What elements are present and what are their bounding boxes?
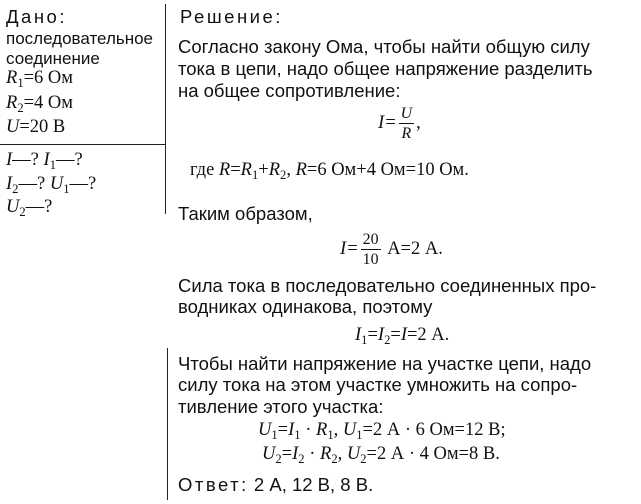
u2-r2: R [320,444,332,464]
formula-u2 [262,444,500,467]
eq-i2: I [377,325,385,345]
u-symbol: U [6,117,20,137]
solution-p2-line2: водниках одинакова, поэтому [178,296,433,317]
where-eq: = [230,160,241,180]
u1-dot: · [300,420,316,440]
find-u2-sub: 2 [19,205,26,220]
given-u [6,118,65,137]
given-title: Дано: [6,6,67,27]
solution-p3-line2: силу тока на этом участке умножить на сопро- [178,374,578,395]
u2-dot: · [304,444,320,464]
find-row-2 [6,174,97,197]
fraction-20: 20 [362,231,379,248]
u1-rhs: U [342,420,357,440]
solution-p1-line1: Согласно закону Ома, чтобы найти общую силу [178,36,590,57]
solution-p3-line3: тивление этого участка: [178,396,384,417]
find-u1-sub: 1 [63,182,70,197]
formula-ohm-law [378,106,421,142]
find-i-question: —? [12,150,39,170]
where-word: где [190,160,215,180]
formula-u1 [258,420,506,443]
fraction-denominator: R [401,124,412,142]
eq-result: =2 А. [406,325,450,345]
find-row-1 [6,150,83,173]
solution-p1-line3: на общее сопротивление: [178,80,401,101]
u1-comma: , [333,420,339,440]
eq-i1-sub: 1 [361,333,368,348]
fraction-u-over-r [399,106,415,142]
solution-p3-line1: Чтобы найти напряжение на участке цепи, надо [178,353,592,374]
u1-lhs: U [258,420,272,440]
u1-r1: R [316,420,328,440]
u1-i1: I [288,420,295,440]
answer-line [178,476,373,495]
formula-ohm-comma: , [416,113,421,134]
u1-i1-sub: 1 [294,428,301,443]
where-result: =6 Ом+4 Ом=10 Ом. [306,160,469,180]
find-i: I [6,150,13,170]
r1-symbol: R [6,68,18,88]
given-divider-horizontal [0,144,166,145]
solution-title: Решение: [180,6,283,27]
u2-rhs-sub: 2 [360,452,367,467]
find-u2-question: —? [25,197,53,217]
r2-subscript: 2 [17,101,24,116]
formula-current [340,232,443,268]
find-u1-question: —? [69,174,97,194]
answer-label: Ответ: [178,474,249,495]
u2-comma: , [337,444,343,464]
u1-lhs-sub: 1 [271,428,278,443]
r2-value: =4 Ом [23,93,73,113]
find-u2: U [6,197,20,217]
eq-i2-sub: 2 [384,333,391,348]
find-row-3 [6,197,53,220]
given-line-1: последовательное [6,29,154,48]
u1-eq: = [277,420,289,440]
u1-rhs-sub: 1 [356,428,363,443]
where-comma: , [286,160,291,180]
where-r-total: R [295,160,307,180]
u2-i2-sub: 2 [298,452,305,467]
find-i1-question: —? [55,150,83,170]
where-r2: R [268,160,281,180]
where-r: R [218,160,231,180]
u2-r2-sub: 2 [331,452,338,467]
given-line-2: соединение [6,49,100,68]
u2-rhs: U [346,444,361,464]
r2-symbol: R [6,93,18,113]
find-i1: I [43,150,50,170]
formula-total-resistance [190,160,469,183]
u2-lhs: U [262,444,276,464]
solution-lower-divider [167,348,168,500]
fraction-10: 10 [362,250,379,268]
find-i2-sub: 2 [12,182,19,197]
given-divider-vertical [165,4,166,214]
given-r2 [6,93,73,116]
answer-value: 2 А, 12 В, 8 В. [253,474,374,495]
solution-p1-line2: тока в цепи, надо общее напряжение разделить [178,58,593,79]
u-value: =20 В [19,117,66,137]
find-u1: U [49,174,64,194]
eq-i: I [400,325,407,345]
u2-eq: = [281,444,293,464]
u2-i2: I [292,444,299,464]
u2-result: =2 А · 4 Ом=8 В. [366,444,500,464]
u2-lhs-sub: 2 [275,452,282,467]
where-r1: R [240,160,252,180]
u1-result: =2 А · 6 Ом=12 В; [362,420,506,440]
fraction-numerator: U [400,105,413,122]
solution-thus: Таким образом, [178,203,313,224]
r1-value: =6 Ом [23,68,73,88]
formula-current-lhs: I= [340,239,359,260]
formula-ohm-lhs: I= [378,113,397,134]
formula-current-result: А=2 А. [382,239,443,260]
where-plus: + [258,160,269,180]
find-i1-sub: 1 [49,158,56,173]
eq-sign-1: = [367,325,378,345]
where-r1-sub: 1 [251,168,259,183]
find-i2: I [6,174,13,194]
formula-equal-currents [355,325,450,348]
find-i2-question: —? [18,174,46,194]
eq-sign-2: = [390,325,401,345]
fraction-20-over-10 [361,232,381,268]
where-r2-sub: 2 [280,168,287,183]
u1-r1-sub: 1 [327,428,334,443]
solution-p2-line1: Сила тока в последовательно соединенных про- [178,275,597,296]
given-r1 [6,68,73,91]
r1-subscript: 1 [17,76,24,91]
eq-i1: I [355,325,362,345]
